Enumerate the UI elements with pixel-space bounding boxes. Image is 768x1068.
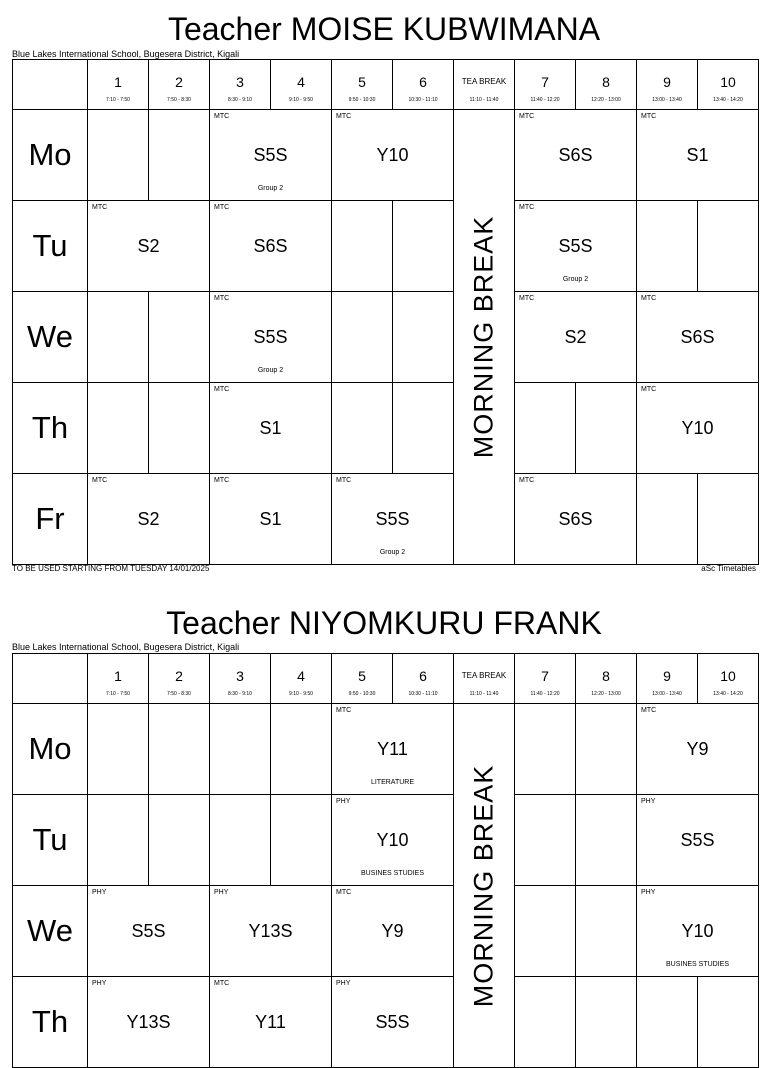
lesson-cell — [210, 383, 332, 474]
empty-cell — [332, 201, 393, 292]
day-name: Mo — [28, 137, 72, 172]
school-name: Blue Lakes International School, Bugesera District, Kigali — [12, 49, 240, 59]
day-cell — [13, 201, 88, 292]
lesson-cell — [515, 201, 637, 292]
period-number: 8 — [602, 668, 610, 684]
empty-cell — [88, 795, 149, 886]
lesson-cell — [515, 292, 637, 383]
empty-cell — [149, 704, 210, 795]
period-time: 9:50 - 10:30 — [348, 691, 376, 697]
class-name: S5S — [680, 830, 715, 850]
period-header — [149, 654, 210, 704]
tea-break-time: 11:10 - 11:40 — [469, 691, 499, 697]
lesson-note: Group 2 — [257, 367, 284, 374]
period-number: 10 — [720, 74, 736, 90]
class-name: S2 — [564, 327, 587, 347]
class-name: S5S — [375, 509, 410, 529]
period-number: 8 — [602, 74, 610, 90]
morning-break-cell — [454, 110, 515, 565]
lesson-cell — [88, 977, 210, 1068]
empty-cell — [515, 886, 576, 977]
period-header — [576, 654, 637, 704]
tea-break-time: 11:10 - 11:40 — [469, 97, 499, 103]
subject-code: MTC — [214, 980, 230, 987]
period-number: 1 — [114, 74, 122, 90]
subject-code: PHY — [92, 980, 107, 987]
subject-code: MTC — [214, 204, 230, 211]
class-name: S6S — [558, 145, 593, 165]
class-name: Y13S — [126, 1012, 171, 1032]
tea-break-header — [454, 654, 515, 704]
day-cell — [13, 383, 88, 474]
generator-credit: aSc Timetables — [701, 564, 756, 573]
empty-cell — [210, 704, 271, 795]
period-number: 4 — [297, 74, 305, 90]
teacher-title: Teacher MOISE KUBWIMANA — [167, 11, 601, 47]
empty-cell — [576, 795, 637, 886]
period-header — [698, 60, 759, 110]
period-header — [393, 654, 454, 704]
empty-cell — [515, 383, 576, 474]
period-number: 1 — [114, 668, 122, 684]
period-time: 13:00 - 13:40 — [652, 97, 682, 103]
day-row — [13, 201, 759, 292]
day-cell — [13, 977, 88, 1068]
empty-cell — [393, 292, 454, 383]
empty-cell — [149, 110, 210, 201]
class-name: S5S — [253, 145, 288, 165]
lesson-cell — [210, 110, 332, 201]
lesson-note: Group 2 — [379, 549, 406, 556]
period-number: 9 — [663, 668, 671, 684]
lesson-note: BUSINES STUDIES — [360, 870, 424, 877]
subject-code: MTC — [641, 386, 657, 393]
corner-cell — [13, 60, 88, 110]
subject-code: MTC — [519, 204, 535, 211]
day-name: Th — [31, 1004, 69, 1039]
day-name: Fr — [35, 501, 65, 536]
day-name: Tu — [32, 228, 68, 263]
subject-code: PHY — [214, 889, 229, 896]
period-header — [210, 60, 271, 110]
empty-cell — [698, 201, 759, 292]
period-number: 2 — [175, 668, 183, 684]
lesson-cell — [332, 886, 454, 977]
class-name: S6S — [680, 327, 715, 347]
lesson-cell — [210, 292, 332, 383]
subject-code: MTC — [214, 477, 230, 484]
tea-break-label: TEA BREAK — [461, 671, 507, 680]
lesson-cell — [332, 704, 454, 795]
lesson-cell — [332, 474, 454, 565]
lesson-cell — [210, 201, 332, 292]
period-number: 3 — [236, 74, 244, 90]
day-row — [13, 977, 759, 1068]
period-time: 9:10 - 9:50 — [289, 97, 313, 103]
lesson-cell — [332, 795, 454, 886]
class-name: S1 — [686, 145, 709, 165]
class-name: S5S — [375, 1012, 410, 1032]
empty-cell — [637, 474, 698, 565]
lesson-note: Group 2 — [562, 276, 589, 283]
period-number: 9 — [663, 74, 671, 90]
period-time: 12:20 - 13:00 — [591, 97, 621, 103]
empty-cell — [576, 383, 637, 474]
empty-cell — [88, 383, 149, 474]
period-number: 7 — [541, 74, 549, 90]
subject-code: MTC — [214, 113, 230, 120]
subject-code: PHY — [336, 980, 351, 987]
header-row — [13, 60, 759, 110]
morning-break-label: MORNING BREAK — [468, 764, 499, 1007]
period-time: 7:50 - 8:30 — [167, 691, 191, 697]
lesson-cell — [515, 110, 637, 201]
period-header — [149, 60, 210, 110]
period-number: 6 — [419, 668, 427, 684]
lesson-note: BUSINES STUDIES — [665, 961, 729, 968]
empty-cell — [698, 474, 759, 565]
lesson-cell — [88, 886, 210, 977]
empty-cell — [576, 977, 637, 1068]
period-number: 4 — [297, 668, 305, 684]
day-cell — [13, 292, 88, 383]
subject-code: MTC — [92, 477, 108, 484]
class-name: Y10 — [376, 830, 409, 850]
empty-cell — [515, 704, 576, 795]
period-time: 13:00 - 13:40 — [652, 691, 682, 697]
class-name: S2 — [137, 509, 160, 529]
class-name: S6S — [558, 509, 593, 529]
class-name: S1 — [259, 509, 282, 529]
period-number: 10 — [720, 668, 736, 684]
empty-cell — [88, 110, 149, 201]
lesson-cell — [637, 704, 759, 795]
subject-code: PHY — [641, 798, 656, 805]
period-number: 7 — [541, 668, 549, 684]
empty-cell — [576, 704, 637, 795]
timetable-grid — [12, 653, 759, 1068]
class-name: Y13S — [248, 921, 293, 941]
lesson-cell — [332, 977, 454, 1068]
period-time: 8:30 - 9:10 — [228, 97, 252, 103]
class-name: Y10 — [681, 418, 714, 438]
class-name: S5S — [558, 236, 593, 256]
period-header — [576, 60, 637, 110]
empty-cell — [576, 886, 637, 977]
lesson-cell — [637, 795, 759, 886]
class-name: S5S — [131, 921, 166, 941]
period-header — [515, 60, 576, 110]
period-number: 2 — [175, 74, 183, 90]
day-row — [13, 704, 759, 795]
morning-break-cell — [454, 704, 515, 1068]
period-time: 11:40 - 12:20 — [530, 97, 560, 103]
lesson-note: LITERATURE — [370, 779, 415, 786]
period-header — [271, 654, 332, 704]
period-number: 5 — [358, 668, 366, 684]
period-time: 7:50 - 8:30 — [167, 97, 191, 103]
empty-cell — [149, 383, 210, 474]
period-header — [271, 60, 332, 110]
class-name: Y9 — [381, 921, 404, 941]
day-row — [13, 886, 759, 977]
subject-code: PHY — [336, 798, 351, 805]
period-header — [637, 654, 698, 704]
empty-cell — [88, 292, 149, 383]
period-number: 5 — [358, 74, 366, 90]
subject-code: PHY — [92, 889, 107, 896]
day-name: Th — [31, 410, 69, 445]
period-time: 8:30 - 9:10 — [228, 691, 252, 697]
day-name: Tu — [32, 822, 68, 857]
empty-cell — [637, 977, 698, 1068]
lesson-cell — [210, 977, 332, 1068]
day-row — [13, 383, 759, 474]
class-name: Y11 — [255, 1012, 286, 1032]
day-row — [13, 795, 759, 886]
period-time: 9:50 - 10:30 — [348, 97, 376, 103]
teacher-title: Teacher NIYOMKURU FRANK — [166, 605, 602, 641]
subject-code: MTC — [336, 889, 352, 896]
subject-code: MTC — [336, 477, 352, 484]
valid-from-note: TO BE USED STARTING FROM TUESDAY 14/01/2025 — [12, 564, 210, 573]
period-header — [88, 654, 149, 704]
empty-cell — [149, 292, 210, 383]
lesson-cell — [637, 886, 759, 977]
subject-code: MTC — [641, 113, 657, 120]
period-header — [88, 60, 149, 110]
empty-cell — [393, 383, 454, 474]
lesson-cell — [210, 886, 332, 977]
morning-break-label: MORNING BREAK — [468, 215, 499, 459]
subject-code: MTC — [641, 295, 657, 302]
period-time: 10:30 - 11:10 — [408, 691, 438, 697]
period-time: 7:10 - 7:50 — [106, 691, 130, 697]
period-time: 12:20 - 13:00 — [591, 691, 621, 697]
day-row — [13, 292, 759, 383]
subject-code: PHY — [641, 889, 656, 896]
period-time: 9:10 - 9:50 — [289, 691, 313, 697]
period-header — [637, 60, 698, 110]
lesson-cell — [515, 474, 637, 565]
period-header — [210, 654, 271, 704]
lesson-cell — [88, 474, 210, 565]
class-name: Y11 — [377, 739, 408, 759]
period-header — [332, 60, 393, 110]
class-name: S1 — [259, 418, 282, 438]
lesson-cell — [332, 110, 454, 201]
period-header — [698, 654, 759, 704]
lesson-cell — [637, 292, 759, 383]
period-time: 7:10 - 7:50 — [106, 97, 130, 103]
period-time: 11:40 - 12:20 — [530, 691, 560, 697]
lesson-cell — [88, 201, 210, 292]
lesson-cell — [637, 383, 759, 474]
tea-break-label: TEA BREAK — [461, 77, 507, 86]
subject-code: MTC — [336, 113, 352, 120]
day-cell — [13, 704, 88, 795]
day-name: We — [27, 913, 73, 948]
lesson-cell — [637, 110, 759, 201]
empty-cell — [271, 704, 332, 795]
class-name: Y9 — [686, 739, 709, 759]
period-header — [332, 654, 393, 704]
subject-code: MTC — [92, 204, 108, 211]
subject-code: MTC — [214, 386, 230, 393]
lesson-note: Group 2 — [257, 185, 284, 192]
empty-cell — [515, 977, 576, 1068]
empty-cell — [149, 795, 210, 886]
class-name: S2 — [137, 236, 160, 256]
day-name: We — [27, 319, 73, 354]
empty-cell — [271, 795, 332, 886]
period-time: 13:40 - 14:20 — [713, 97, 743, 103]
empty-cell — [88, 704, 149, 795]
school-name: Blue Lakes International School, Bugesera District, Kigali — [12, 642, 240, 652]
period-header — [393, 60, 454, 110]
tea-break-header — [454, 60, 515, 110]
class-name: S5S — [253, 327, 288, 347]
lesson-cell — [210, 474, 332, 565]
day-cell — [13, 474, 88, 565]
subject-code: MTC — [641, 707, 657, 714]
day-cell — [13, 110, 88, 201]
period-time: 13:40 - 14:20 — [713, 691, 743, 697]
empty-cell — [698, 977, 759, 1068]
empty-cell — [332, 383, 393, 474]
empty-cell — [515, 795, 576, 886]
subject-code: MTC — [519, 477, 535, 484]
corner-cell — [13, 654, 88, 704]
subject-code: MTC — [336, 707, 352, 714]
empty-cell — [637, 201, 698, 292]
period-number: 3 — [236, 668, 244, 684]
class-name: S6S — [253, 236, 288, 256]
period-time: 10:30 - 11:10 — [408, 97, 438, 103]
class-name: Y10 — [376, 145, 409, 165]
period-number: 6 — [419, 74, 427, 90]
day-row — [13, 110, 759, 201]
empty-cell — [332, 292, 393, 383]
empty-cell — [210, 795, 271, 886]
day-name: Mo — [28, 731, 72, 766]
subject-code: MTC — [214, 295, 230, 302]
period-header — [515, 654, 576, 704]
subject-code: MTC — [519, 113, 535, 120]
day-row — [13, 474, 759, 565]
day-cell — [13, 886, 88, 977]
class-name: Y10 — [681, 921, 714, 941]
timetable-grid — [12, 59, 759, 565]
header-row — [13, 654, 759, 704]
empty-cell — [393, 201, 454, 292]
subject-code: MTC — [519, 295, 535, 302]
day-cell — [13, 795, 88, 886]
